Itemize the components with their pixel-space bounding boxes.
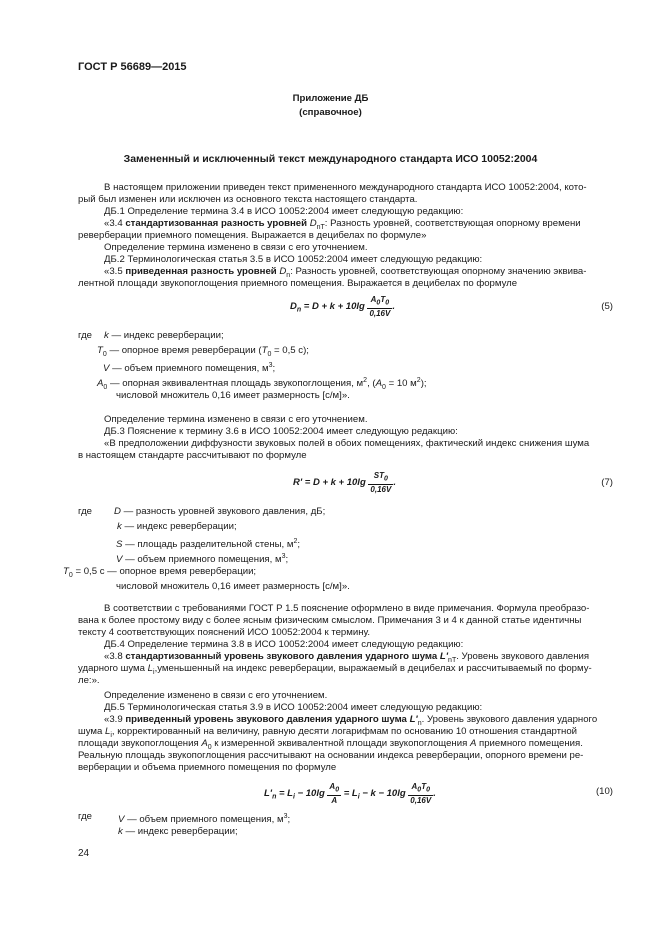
paragraph-line: ДБ.3 Пояснение к термину 3.6 в ИСО 10052:2004 имеет следующую редакцию:: [104, 426, 458, 437]
where-line: V — объем приемного помещения, $м^3$;: [116, 553, 289, 566]
paragraph-line: В соответствии с требованиями ГОСТ Р 1.5 пояснение оформлено в виде примечания. Формула преобразо-: [104, 603, 590, 614]
paragraph-line: «3.8 стандартизованный уровень звукового давления ударного шума $L'_{nT}$. Уровень звукового давления: [104, 651, 590, 664]
paragraph-line: Определение термина изменено в связи с его уточнением.: [104, 414, 368, 425]
paragraph-line: лентной площади звукопоглощения приемного помещения. Выражается в децибелах по формуле: [78, 278, 518, 289]
paragraph-line: Реальную площадь звукопоглощения рассчитывают на основании индекса реверберации, опорного времени ре-: [78, 750, 584, 761]
appendix-title: Приложение ДБ: [292, 93, 369, 104]
where-line: где V — объем приемного помещения, $м^3$;: [78, 811, 291, 826]
paragraph-line: вана к более простому виду с более ясным физическим смыслом. Примечания 3 и 4 к данной статье идентичны: [78, 615, 582, 626]
where-line: $T_0$ — опорное время реверберации ($T_0 = 0,5$ с);: [97, 345, 309, 358]
where-line: где k — индекс реверберации;: [78, 330, 224, 341]
paragraph-line: Определение термина изменено в связи с его уточнением.: [104, 242, 368, 253]
formula-5: $D_n = D + k + 10\lg$ $\frac{A_0T_0}{0,16V}$ .: [290, 295, 395, 318]
paragraph-line: рый был изменен или исключен из основного текста настоящего стандарта.: [78, 194, 418, 205]
where-line: k — индекс реверберации;: [118, 826, 238, 837]
paragraph-line: Определение изменено в связи с его уточнением.: [104, 690, 328, 701]
paragraph-line: ДБ.4 Определение термина 3.8 в ИСО 10052:2004 имеет следующую редакцию:: [104, 639, 464, 650]
where-line: V — объем приемного помещения, $м^3$;: [103, 362, 276, 375]
paragraph-line: «3.4 стандартизованная разность уровней $D_{nT}$: Разность уровней, соответствующая опорному времени: [104, 218, 581, 231]
where-line: S — площадь разделительной стены, $м^2$;: [116, 538, 301, 551]
paragraph-line: площади звукопоглощения $A_0$ к измеренной эквивалентной площади звукопоглощения A приемного помещения.: [78, 738, 583, 751]
paragraph-line: тексту 4 соответствующих пояснений ИСО 10052:2004 к термину.: [78, 627, 371, 638]
where-line: числовой множитель 0,16 имеет размерность [с/м]».: [116, 581, 350, 592]
paragraph-line: «В предположении диффузности звуковых полей в обоих помещениях, фактический индекс снижения шума: [104, 438, 590, 449]
formula-7: R' = D + k + 10lg $\frac{ST_0}{0,16V}$ .: [293, 471, 396, 494]
paragraph-line: в настоящем стандарте рассчитывают по формуле: [78, 450, 307, 461]
paragraph-line: В настоящем приложении приведен текст примененного международного стандарта ИСО 10052:2004, кото-: [104, 182, 587, 193]
paragraph-line: «3.5 приведенная разность уровней $D_n$: Разность уровней, соответствующая опорному значению эквива-: [104, 266, 587, 279]
paragraph-line: ле:».: [78, 675, 100, 686]
equation-number: (5): [601, 301, 613, 312]
paragraph-line: ДБ.5 Терминологическая статья 3.9 в ИСО 10052:2004 имеет следующую редакцию:: [104, 702, 483, 713]
page-number: 24: [78, 848, 90, 859]
paragraph-line: шума $L_i$, корректированный на величину, равную десяти логарифмам по основанию 10 отношения стандартной: [78, 726, 578, 739]
section-title: Замененный и исключенный текст международного стандарта ИСО 10052:2004: [123, 153, 538, 165]
equation-number: (7): [601, 477, 613, 488]
paragraph-line: ДБ.2 Терминологическая статья 3.5 в ИСО 10052:2004 имеет следующую редакцию:: [104, 254, 483, 265]
where-line: числовой множитель 0,16 имеет размерность [с/м]».: [116, 390, 350, 401]
appendix-note: (справочное): [299, 107, 362, 118]
paragraph-line: реверберации приемного помещения. Выражается в децибелах по формуле»: [78, 230, 427, 241]
document-id: ГОСТ Р 56689—2015: [78, 61, 187, 73]
equation-number: (10): [595, 786, 613, 797]
paragraph-line: ударного шума $L_i,уменьшенный$ на индекс реверберации, выражаемый в децибелах и рассчитываемый по форму-: [78, 663, 592, 676]
paragraph-line: верберации и объема приемного помещения по формуле: [78, 762, 337, 773]
where-line: k — индекс реверберации;: [117, 521, 237, 532]
formula-10: $L'_n = L_i - 10\lg$ $\frac{A_0}{A}$ = $L_i - k - 10\lg$ $\frac{A_0T_0}{0,16V}$ .: [264, 782, 436, 805]
paragraph-line: «3.9 приведенный уровень звукового давления ударного шума $L'_n$. Уровень звукового давления ударного: [104, 714, 598, 727]
where-line: $A_0$ — опорная эквивалентная площадь звукопоглощения, $м^2$, ($A_0 = 10$ $м^2$);: [97, 377, 427, 392]
where-line: $T_0 = 0,5$ с — опорное время реверберации;: [63, 566, 257, 579]
paragraph-line: ДБ.1 Определение термина 3.4 в ИСО 10052:2004 имеет следующую редакцию:: [104, 206, 464, 217]
where-line: где D — разность уровней звукового давления, дБ;: [78, 506, 326, 517]
